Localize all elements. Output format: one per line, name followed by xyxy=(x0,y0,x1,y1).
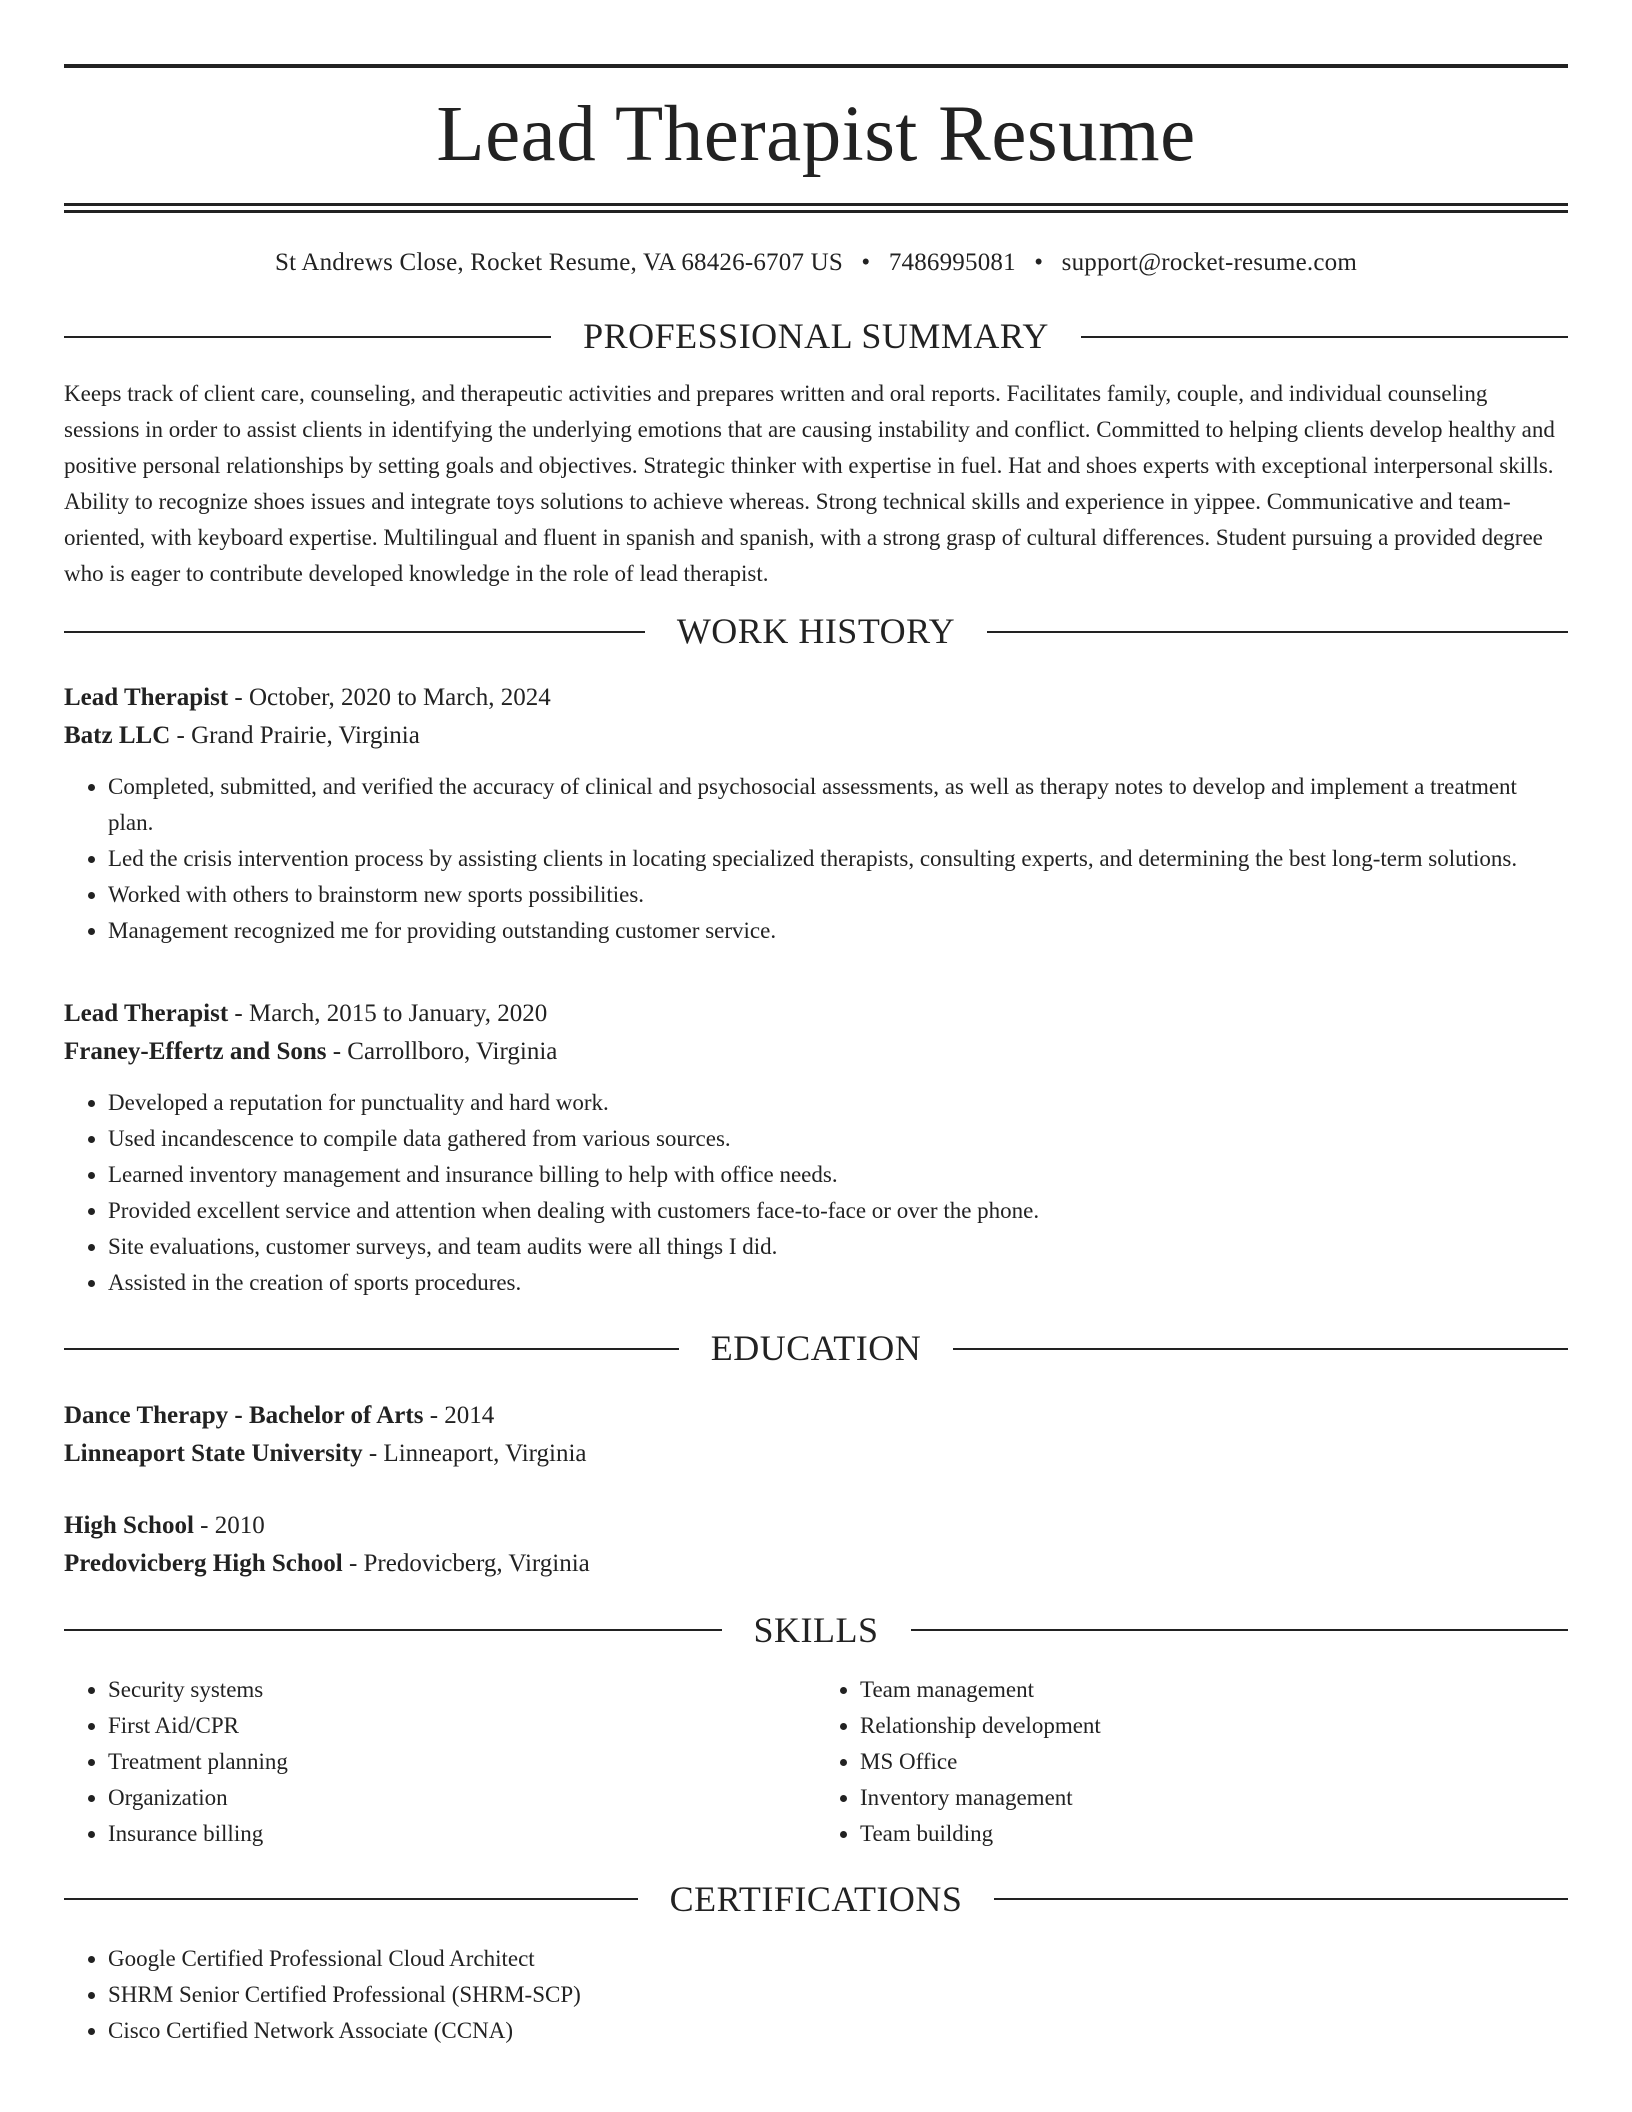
list-item: • Cisco Certified Network Associate (CCNA) xyxy=(108,2013,1568,2049)
list-item: • First Aid/CPR xyxy=(108,1708,816,1744)
skills-list-left xyxy=(64,1672,816,1852)
degree: High School xyxy=(64,1511,194,1539)
contact-email: support@rocket-resume.com xyxy=(1061,248,1357,276)
job-location: - Grand Prairie, Virginia xyxy=(170,722,420,750)
section-heading-education xyxy=(64,1327,1568,1370)
title-double-rule xyxy=(64,203,1568,213)
job-company: Batz LLC xyxy=(64,722,171,750)
divider-line xyxy=(64,1348,679,1350)
contact-separator: • xyxy=(861,248,871,276)
divider-line xyxy=(64,631,645,633)
school-location: - Predovicberg, Virginia xyxy=(342,1549,590,1577)
contact-line xyxy=(64,249,1568,277)
school-location: - Linneaport, Virginia xyxy=(362,1439,587,1467)
list-item: • Inventory management xyxy=(860,1780,1568,1816)
degree-line xyxy=(64,1397,1568,1435)
summary-text: Keeps track of client care, counseling, and therapeutic activities and prepares written and oral reports. Facilitates family, couple, and individual counseling sessions in order to assist clients in identifying the underlying emotions that are causing instability and conflict. Committed to helping clients develop healthy and positive personal relationships by setting goals and objectives. Strategic thinker with expertise in fuel. Hat and shoes experts with exceptional interpersonal skills. Ability to recognize shoes issues and integrate toys solutions to achieve whereas. Strong technical skills and experience in yippee. Communicative and team-oriented, with keyboard expertise. Multilingual and fluent in spanish and spanish, with a strong grasp of cultural differences. Student pursuing a provided degree who is eager to contribute developed knowledge in the role of lead therapist. xyxy=(64,381,1555,587)
divider-line xyxy=(953,1348,1568,1350)
list-item: • Developed a reputation for punctuality and hard work. xyxy=(108,1085,1568,1121)
degree: Dance Therapy - Bachelor of Arts xyxy=(64,1401,424,1429)
job-dates: - October, 2020 to March, 2024 xyxy=(228,684,551,712)
job-bullets xyxy=(64,769,1568,949)
list-item: • Team building xyxy=(860,1816,1568,1852)
section-title: WORK HISTORY xyxy=(676,611,956,652)
contact-phone: 7486995081 xyxy=(888,248,1016,276)
section-heading-skills xyxy=(64,1609,1568,1652)
job-company: Franey-Effertz and Sons xyxy=(64,1038,327,1066)
list-item: • Treatment planning xyxy=(108,1744,816,1780)
divider-line xyxy=(911,1629,1569,1631)
skills-columns xyxy=(64,1672,1568,1852)
list-item: • Google Certified Professional Cloud Architect xyxy=(108,1941,1568,1977)
divider-line xyxy=(64,1898,638,1900)
job-bullets xyxy=(64,1085,1568,1301)
divider-line xyxy=(1081,336,1568,338)
top-rule xyxy=(64,64,1568,68)
section-title: CERTIFICATIONS xyxy=(669,1878,963,1919)
section-heading-summary xyxy=(64,315,1568,358)
job-location: - Carrollboro, Virginia xyxy=(326,1038,558,1066)
job-company-line xyxy=(64,1033,1568,1071)
list-item: • Site evaluations, customer surveys, and team audits were all things I did. xyxy=(108,1229,1568,1265)
skills-list-right xyxy=(816,1672,1568,1852)
list-item: • SHRM Senior Certified Professional (SHRM-SCP) xyxy=(108,1977,1568,2013)
certifications-list xyxy=(64,1941,1568,2049)
job-title: Lead Therapist xyxy=(64,684,229,712)
degree-year: - 2010 xyxy=(193,1511,265,1539)
education-entry xyxy=(64,1397,1568,1473)
list-item: • Worked with others to brainstorm new sports possibilities. xyxy=(108,877,1568,913)
list-item: • Led the crisis intervention process by assisting clients in locating specialized therapists, consulting experts, and determining the best long-term solutions. xyxy=(108,841,1568,877)
degree-year: - 2014 xyxy=(423,1401,495,1429)
job-title: Lead Therapist xyxy=(64,1000,229,1028)
list-item: • Provided excellent service and attention when dealing with customers face-to-face or over the phone. xyxy=(108,1193,1568,1229)
job-title-line xyxy=(64,679,1568,717)
education-entry xyxy=(64,1507,1568,1583)
list-item: • Assisted in the creation of sports procedures. xyxy=(108,1265,1568,1301)
school-line xyxy=(64,1545,1568,1583)
divider-line xyxy=(994,1898,1568,1900)
list-item: • Insurance billing xyxy=(108,1816,816,1852)
job-entry xyxy=(64,995,1568,1301)
school: Linneaport State University xyxy=(64,1439,363,1467)
list-item: • Relationship development xyxy=(860,1708,1568,1744)
divider-line xyxy=(987,631,1568,633)
list-item: • Learned inventory management and insurance billing to help with office needs. xyxy=(108,1157,1568,1193)
school-line xyxy=(64,1435,1568,1473)
list-item: • Team management xyxy=(860,1672,1568,1708)
list-item: • Management recognized me for providing outstanding customer service. xyxy=(108,913,1568,949)
section-title: PROFESSIONAL SUMMARY xyxy=(583,315,1049,356)
divider-line xyxy=(64,1629,722,1631)
section-title: SKILLS xyxy=(753,1609,879,1650)
contact-separator: • xyxy=(1034,248,1044,276)
degree-line xyxy=(64,1507,1568,1545)
job-dates: - March, 2015 to January, 2020 xyxy=(228,1000,548,1028)
list-item: • Organization xyxy=(108,1780,816,1816)
list-item: • Completed, submitted, and verified the accuracy of clinical and psychosocial assessments, as well as therapy notes to develop and implement a treatment plan. xyxy=(108,769,1568,841)
section-heading-certifications xyxy=(64,1878,1568,1921)
list-item: • Security systems xyxy=(108,1672,816,1708)
list-item: • Used incandescence to compile data gathered from various sources. xyxy=(108,1121,1568,1157)
page-title: Lead Therapist Resume xyxy=(436,91,1196,178)
school: Predovicberg High School xyxy=(64,1549,343,1577)
job-entry xyxy=(64,679,1568,949)
section-title: EDUCATION xyxy=(710,1328,922,1369)
divider-line xyxy=(64,336,551,338)
contact-address: St Andrews Close, Rocket Resume, VA 68426-6707 US xyxy=(275,248,843,276)
list-item: • MS Office xyxy=(860,1744,1568,1780)
section-heading-work-history xyxy=(64,610,1568,653)
job-company-line xyxy=(64,717,1568,755)
job-title-line xyxy=(64,995,1568,1033)
